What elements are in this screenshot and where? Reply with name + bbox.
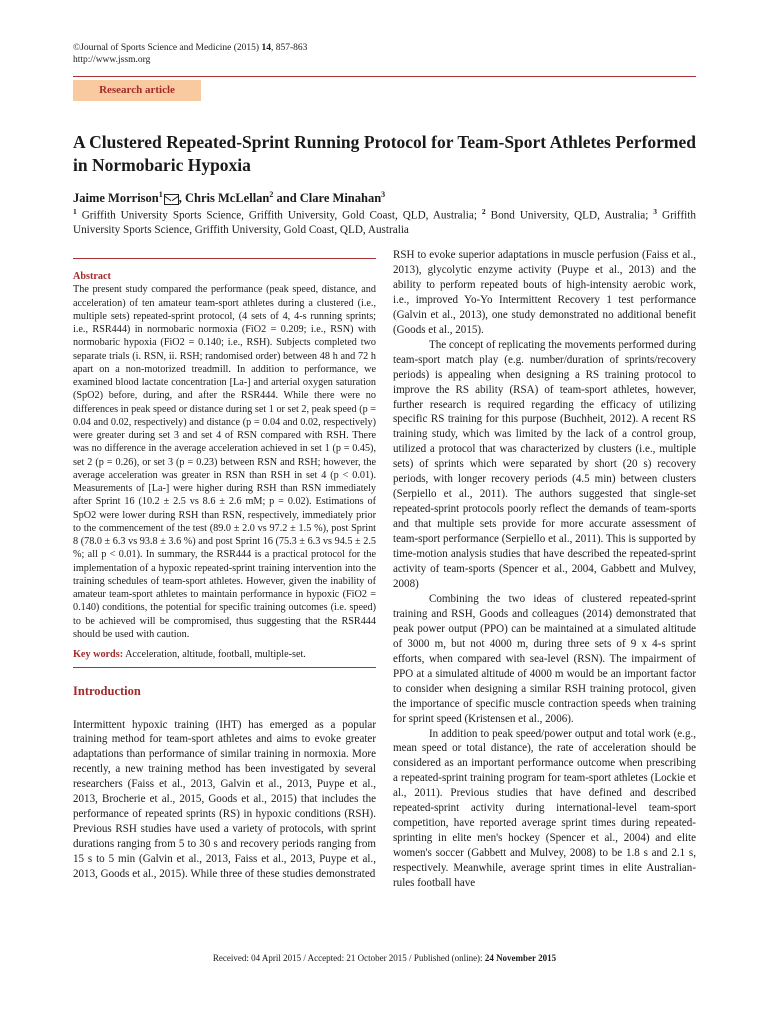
article-type-badge: Research article: [73, 80, 201, 101]
keywords: [73, 648, 376, 661]
body-paragraph-3: Combining the two ideas of clustered repeated-sprint training and RSH, Goods and colleagues (2014) demonstrated that peak power output (PPO) can be maintained at a simulated altitude of 3000 m, but not 4000 m, during three sets of 9 x 4-s sprint efforts, when compared with sea-level (RSN). The impairment of PPO at a simulated altitude of 4000 m would be an important factor to consider when designing a similar RSH training protocol, given the importance of specific muscle contraction speeds when training for sprint speed (Kristensen et al., 2006).: [393, 592, 696, 725]
affiliations: $^1$ Griffith University Sports Science, Griffith University, Gold Coast, QLD, Australia; $^2$ Bond University, QLD, Australia; $^3$ Griffith University Sports Science, Griffith University, Gold Coast, QLD, Australia: [73, 207, 696, 237]
publication-date: 24 November 2015: [484, 953, 557, 963]
journal-citation: ©Journal of Sports Science and Medicine (2015) 14, 857-863: [73, 43, 308, 53]
introduction-paragraph: Intermittent hypoxic training (IHT) has emerged as a popular training method for team-sport athletes and aims to evoke greater adaptations than performance of similar training in normoxia. More recently, a new training method has been investigated by several researchers (Faiss et al., 2013, Galvin et al., 2013, Puype et al., 2013, Brocherie et al., 2015, Goods et al., 2015) that includes the performance of repeated sprints (RS) in hypoxic conditions (RSH). Previous RSH studies have used a variety of protocols, with sprint durations ranging from 5 to 30 s and recovery periods ranging from 15 s to 5 min (Galvin et al., 2013, Faiss et al., 2013, Puype et al., 2013, Goods et al., 2015). While three of these studies demonstrated: [73, 718, 376, 880]
right-column: [393, 248, 696, 891]
abstract-section: [73, 258, 376, 668]
article-title: A Clustered Repeated-Sprint Running Protocol for Team-Sport Athletes Performed in Normobaric Hypoxia: [73, 132, 696, 175]
body-paragraph-4: In addition to peak speed/power output and total work (e.g., mean speed or total distance), the rate of acceleration should be considered as an important performance outcome when prescribing a repeated-sprint training program for team-sport athletes (Lockie et al., 2011). Previous studies that have defined and described repeated-sprint activity during international-level team-sport competition, have reported average sprint times during repeated-sprinting in elite men's hockey (Spencer et al., 2004) and elite women's soccer (Gabbett and Mulvey, 2008) to be 1.8 s and 2.1 s, respectively. Meanwhile, average sprint times in elite Australian-rules football have: [393, 727, 696, 890]
keywords-label: Key words:: [73, 649, 124, 660]
author-list: Jaime Morrison$^1$ , Chris McLellan$^2$ and Clare Minahan$^3$: [73, 190, 386, 206]
keywords-text: Acceleration, altitude, football, multiple-set.: [123, 649, 306, 660]
abstract-heading: Abstract: [73, 271, 111, 282]
introduction-heading: Introduction: [73, 684, 141, 699]
left-column: [73, 258, 376, 881]
email-icon[interactable]: [164, 194, 179, 205]
journal-volume: 14: [261, 43, 271, 53]
body-paragraph-2: The concept of replicating the movements performed during team-sport match play (e.g. number/duration of sprints/recovery periods) is appealing when designing a RS training protocol to improve the RS ability (RSA) of team-sport athletes, however, further research is required regarding the efficacy of utilizing specific RS training for this purpose (Buchheit, 2012). A recent RS training study, which was limited by the lack of a control group, utilized a protocol that was characterized by clusters (i.e., multiple sets) of sprints which were separated by short (20 s) recovery periods, with longer recovery periods (4.5 min) between clusters (Serpiello et al., 2011). The authors suggested that single-set repeated-sprint protocols poorly reflect the demands of team-sports and that multiple sets provide for more accurate assessment of team-sport performance (Serpiello et al., 2011). This is supported by time-motion analysis studies that have described the repeated-sprint activity of team-sports (Spencer et al., 2004, Gabbett and Mulvey, 2008): [393, 338, 696, 590]
journal-url[interactable]: http://www.jssm.org: [73, 54, 151, 65]
publication-dates: Received: 04 April 2015 / Accepted: 21 October 2015 / Published (online): 24 November 2015: [212, 953, 557, 963]
abstract-text: The present study compared the performance (peak speed, distance, and acceleration) of ten amateur team-sport athletes during a clustered (i.e., multiple sets) repeated-sprint protocol, (4 sets of 4, 4-s running sprints; i.e., RSR444) in normobaric normoxia (FiO2 = 0.209; i.e., RSN) with normobaric hypoxia (FiO2 = 0.140; i.e., RSH). Subjects completed two separate trials (i. RSN, ii. RSH; randomised order) between 48 h and 72 h apart on a non-motorized treadmill. In addition to performance, we examined blood lactate concentration [La-] and arterial oxygen saturation (SpO2) before, during, and after the RSR444. While there were no differences in peak speed or distance during set 1 or set 2, peak speed (p = 0.04 and 0.02, respectively) and distance (p = 0.04 and 0.02, respectively) were greater during set 3 and set 4 of RSN compared with RSH. There was no difference in the average acceleration achieved in set 1 (p = 0.45), set 2 (p = 0.26), or set 3 (p = 0.23) between RSN and RSH; however, the average acceleration was greater in RSN than RSH in set 4 (p < 0.01). Measurements of [La-] were higher during RSH than RSN immediately after Sprint 16 (10.2 ± 2.5 vs 8.6 ± 2.6 mM; p = 0.02). Estimations of SpO2 were lower during RSH than RSN, respectively, immediately prior to the commencement of the test (89.0 ± 2.0 vs 97.2 ± 1.5 %), post Sprint 8 (78.0 ± 6.3 vs 93.8 ± 3.6 %) and post Sprint 16 (75.3 ± 6.3 vs 94.5 ± 2.5 %; all p < 0.01). In summary, the RSR444 is a practical protocol for the implementation of a hypoxic repeated-sprint training intervention into the training schedules of team-sport athletes. However, given the inability of amateur team-sport athletes to maintain performance in hypoxic (FiO2 = 0.140) conditions, the potential for specific training outcomes (i.e. speed) to be achieved will be compromised, thus suggesting that the RSR444 should be used with caution.: [73, 284, 376, 640]
body-paragraph-1: RSH to evoke superior adaptations in muscle perfusion (Faiss et al., 2013), glycolytic enzyme activity (Puype et al., 2013) and the ability to perform repeated bouts of high-intensity aerobic work, i.e., improved Yo-Yo Intermittent Recovery 1 test performance (Galvin et al., 2013), one study demonstrated no additional benefit (Goods et al., 2015).: [393, 249, 696, 336]
header-divider: [73, 76, 696, 77]
journal-header: [73, 43, 307, 66]
